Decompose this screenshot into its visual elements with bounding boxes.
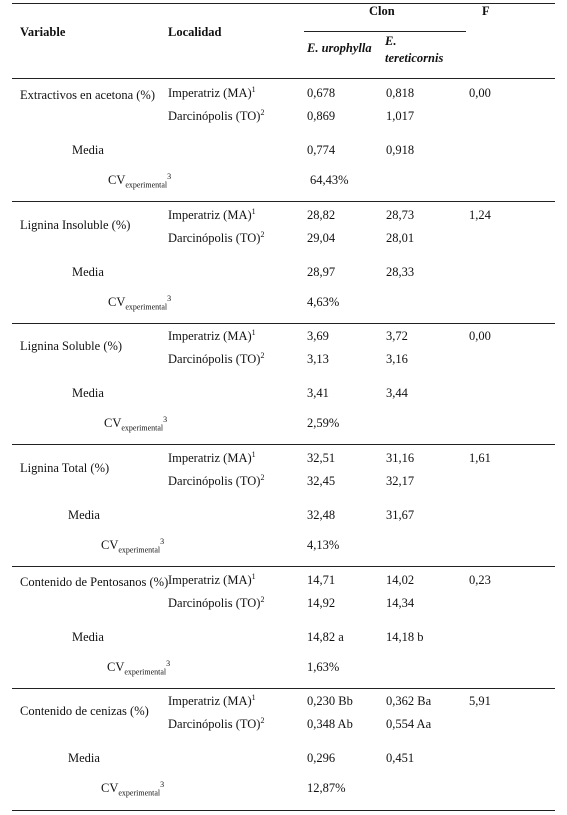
- locality-imperatriz: [168, 573, 256, 588]
- header-clone-urophylla: E. urophylla: [307, 41, 372, 55]
- locality-imperatriz: [168, 86, 256, 101]
- f-value: 5,91: [469, 694, 491, 708]
- f-value: 1,24: [469, 208, 491, 222]
- value-urophylla: 0,230 Bb: [307, 694, 353, 708]
- locality-label: Imperatriz (MA): [168, 208, 252, 222]
- value-urophylla: 28,82: [307, 208, 336, 222]
- media-tereticornis: 0,451: [386, 751, 415, 765]
- locality-darcinopolis: [168, 717, 264, 732]
- cv-value: 2,59%: [307, 416, 340, 430]
- variable-name: Extractivos en acetona (%): [20, 88, 156, 102]
- media-urophylla: 32,48: [307, 508, 336, 522]
- cv-text: CV: [108, 173, 126, 187]
- media-label: Media: [72, 386, 104, 400]
- variable-name: Contenido de Pentosanos (%): [20, 575, 169, 589]
- footnote-marker: 3: [167, 293, 172, 303]
- cv-text: CV: [104, 416, 122, 430]
- footnote-marker: 2: [260, 229, 265, 239]
- media-urophylla: 14,82 a: [307, 630, 344, 644]
- group-rule: [12, 201, 555, 202]
- cv-label: [101, 538, 164, 553]
- cv-text: CV: [107, 660, 125, 674]
- cv-label: [107, 660, 170, 675]
- f-value: 0,23: [469, 573, 491, 587]
- header-clone-tereticornis-1: E.: [385, 34, 397, 48]
- cv-text: CV: [108, 295, 126, 309]
- media-label: Media: [68, 508, 100, 522]
- cv-subscript: experimental: [125, 302, 168, 312]
- header-clon: Clon: [369, 4, 395, 18]
- locality-label: Imperatriz (MA): [168, 329, 252, 343]
- locality-darcinopolis: [168, 231, 264, 246]
- group-rule: [12, 566, 555, 567]
- cv-text: CV: [101, 538, 119, 552]
- cv-value: 64,43%: [310, 173, 349, 187]
- header-f: F: [482, 4, 490, 18]
- cv-value: 4,13%: [307, 538, 340, 552]
- media-urophylla: 0,774: [307, 143, 336, 157]
- locality-label: Darcinópolis (TO): [168, 231, 261, 245]
- value-urophylla: 0,869: [307, 109, 336, 123]
- footnote-marker: 3: [167, 171, 172, 181]
- media-label: Media: [72, 143, 104, 157]
- cv-subscript: experimental: [125, 180, 168, 190]
- footnote-marker: 2: [260, 107, 265, 117]
- locality-label: Darcinópolis (TO): [168, 717, 261, 731]
- group-rule: [12, 444, 555, 445]
- media-urophylla: 0,296: [307, 751, 336, 765]
- value-urophylla: 0,678: [307, 86, 336, 100]
- footnote-marker: 1: [251, 571, 256, 581]
- locality-label: Imperatriz (MA): [168, 86, 252, 100]
- variable-name: Lignina Insoluble (%): [20, 218, 131, 232]
- footnote-marker: 2: [260, 594, 265, 604]
- variable-name: Lignina Soluble (%): [20, 339, 123, 353]
- group-rule: [12, 688, 555, 689]
- value-urophylla: 3,69: [307, 329, 329, 343]
- locality-imperatriz: [168, 451, 256, 466]
- footnote-marker: 3: [163, 414, 168, 424]
- group-rule: [12, 323, 555, 324]
- value-tereticornis: 14,34: [386, 596, 415, 610]
- cv-value: 1,63%: [307, 660, 340, 674]
- header-variable: Variable: [20, 25, 66, 39]
- f-value: 1,61: [469, 451, 491, 465]
- value-tereticornis: 28,01: [386, 231, 415, 245]
- cv-subscript: experimental: [118, 545, 161, 555]
- cv-label: [108, 295, 171, 310]
- variable-name: Contenido de cenizas (%): [20, 704, 149, 718]
- footnote-marker: 2: [260, 715, 265, 725]
- value-tereticornis: 0,554 Aa: [386, 717, 432, 731]
- cv-subscript: experimental: [118, 788, 161, 798]
- media-tereticornis: 14,18 b: [386, 630, 424, 644]
- value-tereticornis: 1,017: [386, 109, 415, 123]
- locality-label: Darcinópolis (TO): [168, 352, 261, 366]
- footnote-marker: 3: [160, 779, 165, 789]
- locality-darcinopolis: [168, 474, 264, 489]
- value-tereticornis: 3,16: [386, 352, 408, 366]
- value-tereticornis: 14,02: [386, 573, 415, 587]
- value-urophylla: 14,71: [307, 573, 336, 587]
- cv-label: [108, 173, 171, 188]
- locality-label: Darcinópolis (TO): [168, 474, 261, 488]
- value-tereticornis: 0,818: [386, 86, 415, 100]
- cv-value: 12,87%: [307, 781, 346, 795]
- value-urophylla: 14,92: [307, 596, 336, 610]
- footnote-marker: 1: [251, 84, 256, 94]
- value-urophylla: 32,45: [307, 474, 336, 488]
- locality-label: Imperatriz (MA): [168, 694, 252, 708]
- locality-label: Darcinópolis (TO): [168, 596, 261, 610]
- locality-label: Darcinópolis (TO): [168, 109, 261, 123]
- value-urophylla: 29,04: [307, 231, 336, 245]
- media-tereticornis: 3,44: [386, 386, 408, 400]
- footnote-marker: 1: [251, 206, 256, 216]
- locality-darcinopolis: [168, 596, 264, 611]
- cv-label: [101, 781, 164, 796]
- locality-label: Imperatriz (MA): [168, 451, 252, 465]
- value-tereticornis: 3,72: [386, 329, 408, 343]
- value-tereticornis: 0,362 Ba: [386, 694, 432, 708]
- locality-darcinopolis: [168, 352, 264, 367]
- variable-name: Lignina Total (%): [20, 461, 110, 475]
- f-value: 0,00: [469, 86, 491, 100]
- value-urophylla: 3,13: [307, 352, 329, 366]
- locality-label: Imperatriz (MA): [168, 573, 252, 587]
- media-urophylla: 3,41: [307, 386, 329, 400]
- f-value: 0,00: [469, 329, 491, 343]
- header-rule: [12, 78, 555, 79]
- value-tereticornis: 28,73: [386, 208, 415, 222]
- cv-value: 4,63%: [307, 295, 340, 309]
- media-label: Media: [68, 751, 100, 765]
- clon-rule: [304, 31, 466, 32]
- locality-darcinopolis: [168, 109, 264, 124]
- group-rule: [12, 810, 555, 811]
- media-label: Media: [72, 630, 104, 644]
- header-clone-tereticornis-2: tereticornis: [385, 51, 444, 65]
- footnote-marker: 2: [260, 472, 265, 482]
- value-tereticornis: 31,16: [386, 451, 415, 465]
- locality-imperatriz: [168, 694, 256, 709]
- footnote-marker: 1: [251, 449, 256, 459]
- media-tereticornis: 0,918: [386, 143, 415, 157]
- cv-subscript: experimental: [121, 423, 164, 433]
- footnote-marker: 1: [251, 692, 256, 702]
- media-label: Media: [72, 265, 104, 279]
- media-tereticornis: 28,33: [386, 265, 415, 279]
- value-urophylla: 0,348 Ab: [307, 717, 353, 731]
- value-tereticornis: 32,17: [386, 474, 415, 488]
- header-localidad: Localidad: [168, 25, 222, 39]
- media-tereticornis: 31,67: [386, 508, 415, 522]
- top-rule: [12, 3, 555, 4]
- cv-label: [104, 416, 167, 431]
- locality-imperatriz: [168, 208, 256, 223]
- cv-subscript: experimental: [124, 667, 167, 677]
- value-urophylla: 32,51: [307, 451, 336, 465]
- locality-imperatriz: [168, 329, 256, 344]
- footnote-marker: 3: [166, 658, 171, 668]
- media-urophylla: 28,97: [307, 265, 336, 279]
- footnote-marker: 3: [160, 536, 165, 546]
- footnote-marker: 1: [251, 327, 256, 337]
- cv-text: CV: [101, 781, 119, 795]
- footnote-marker: 2: [260, 350, 265, 360]
